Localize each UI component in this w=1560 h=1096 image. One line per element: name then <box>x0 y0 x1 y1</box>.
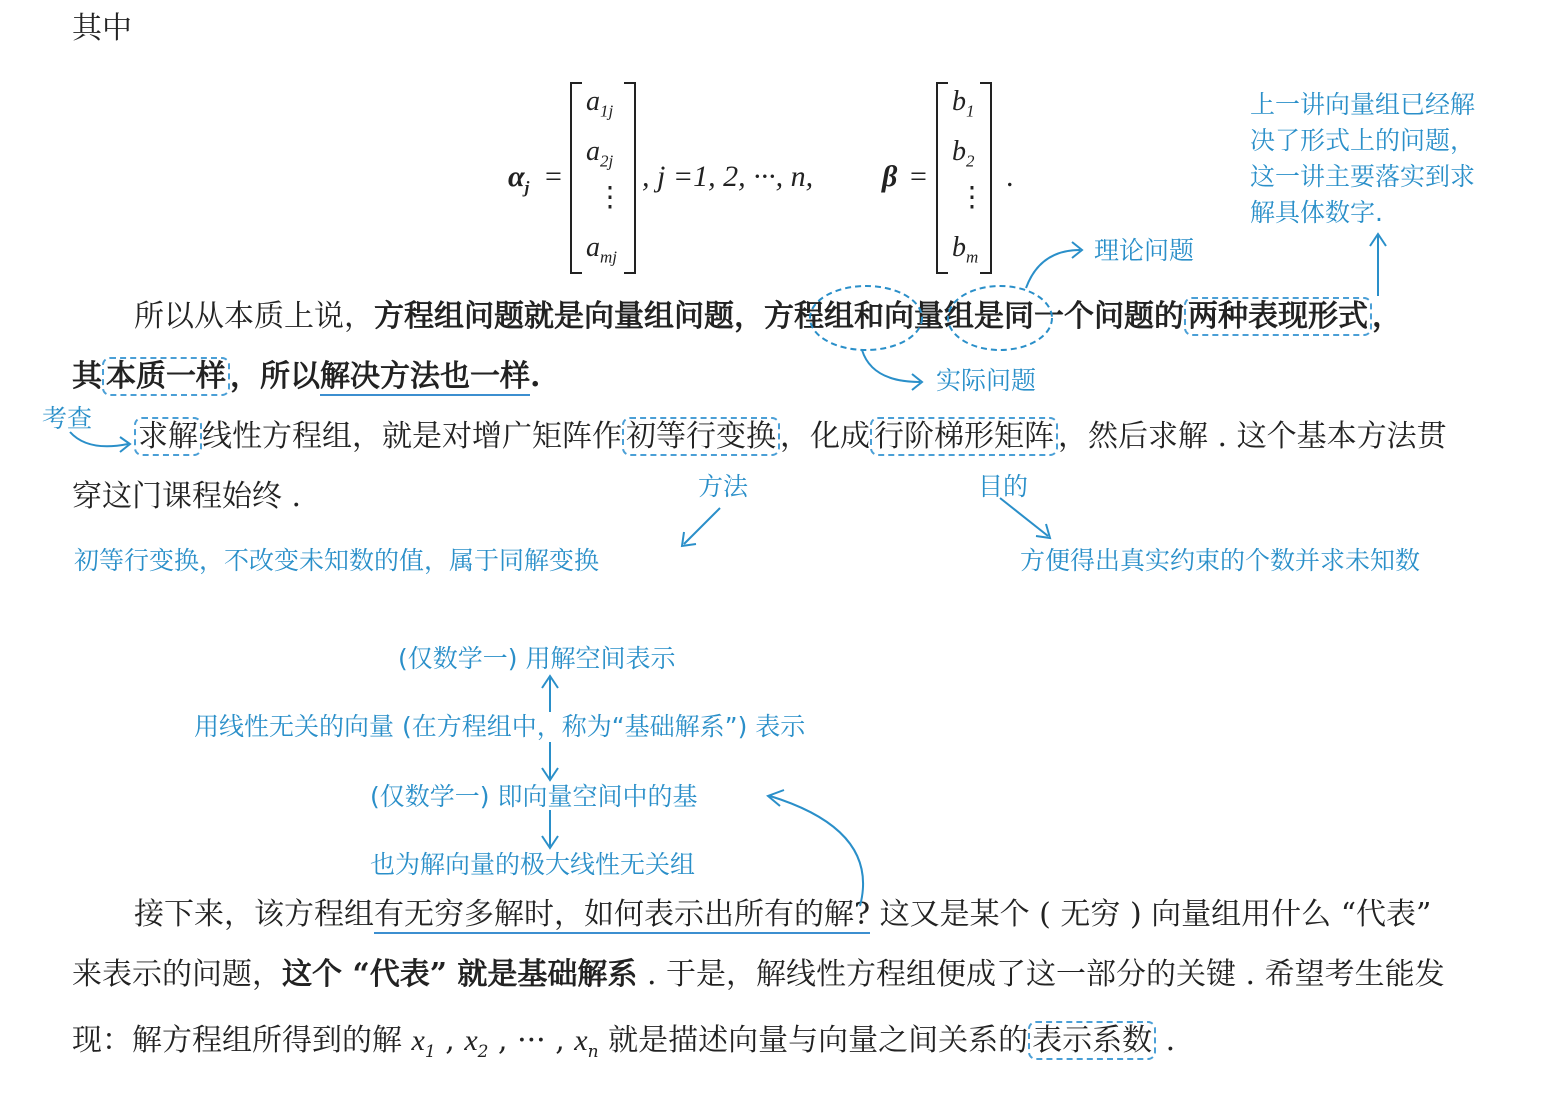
matrix-b-cell-m: $b_m$ <box>952 232 979 267</box>
underline-same-method: 解决方法也一样 <box>320 359 530 394</box>
para2-line1: 求解 线性方程组，就是对增广矩阵作 初等行变换 ，化成 行阶梯形矩阵 ，然后求解 . 这个基本方法贯 <box>134 422 1447 452</box>
matrix-b-vdots: ⋮ <box>958 182 986 213</box>
highlight-vectors: 向量组 <box>884 299 974 334</box>
heading: 其中 <box>72 11 132 46</box>
arrow-method <box>684 508 720 544</box>
matrix-a-cell-1: $a_{1j}$ <box>586 86 614 121</box>
highlight-equations: 方程组 <box>764 299 854 334</box>
ellipse-equations <box>810 286 922 350</box>
para3-line2: 来表示的问题，这个 “代表” 就是基础解系 . 于是，解线性方程组便成了这一部分的关键 . 希望考生能发 <box>72 957 1445 992</box>
note-practical: 实际问题 <box>936 366 1037 395</box>
highlight-same-essence: 本质一样 <box>102 357 230 396</box>
matrix-b-cell-2: $b_2$ <box>952 136 975 171</box>
highlight-coefficients: 表示系数 <box>1028 1021 1156 1060</box>
chain-step-1: (仅数学一) 用解空间表示 <box>398 644 676 673</box>
note-theory: 理论问题 <box>1094 236 1195 265</box>
chain-step-3: (仅数学一) 即向量空间中的基 <box>370 782 698 811</box>
para1-line1: 所以从本质上说，方程组问题就是向量组问题，方程组和向量组是同一个问题的 两种表现形式 ， <box>134 299 1402 334</box>
formula-period: . <box>1006 160 1014 193</box>
note-method-detail: 初等行变换，不改变未知数的值，属于同解变换 <box>74 546 600 575</box>
highlight-two-forms: 两种表现形式 <box>1184 297 1372 336</box>
note-top-right-line4: 解具体数字. <box>1250 198 1383 227</box>
note-goal-detail: 方便得出真实约束的个数并求未知数 <box>1020 546 1421 575</box>
beta-symbol: β <box>882 160 898 193</box>
note-exam: 考查 <box>42 404 93 433</box>
para1-line2: 其 本质一样 ，所以解决方法也一样. <box>72 359 541 394</box>
highlight-solve: 求解 <box>134 417 202 456</box>
matrix-a-cell-2: $a_{2j}$ <box>586 136 614 171</box>
arrow-theory <box>1026 250 1080 288</box>
note-top-right-line1: 上一讲向量组已经解 <box>1250 90 1476 119</box>
arrow-basis <box>770 796 863 906</box>
alpha-symbol: $\alpha_j$ <box>508 160 530 197</box>
note-method: 方法 <box>698 472 749 501</box>
matrix-a-vdots: ⋮ <box>596 182 624 213</box>
matrix-b-cell-1: $b_1$ <box>952 86 975 121</box>
ellipse-vectors <box>948 286 1052 350</box>
arrow-goal <box>1000 498 1048 536</box>
equals-sign-1: = <box>545 160 562 193</box>
highlight-echelon: 行阶梯形矩阵 <box>870 417 1058 456</box>
chain-step-4: 也为解向量的极大线性无关组 <box>370 850 696 879</box>
note-top-right-line2: 决了形式上的问题， <box>1250 126 1476 155</box>
note-goal: 目的 <box>978 472 1029 501</box>
note-top-right-line3: 这一讲主要落实到求 <box>1250 162 1476 191</box>
highlight-row-ops: 初等行变换 <box>622 417 780 456</box>
chain-step-2: 用线性无关的向量 (在方程组中，称为“基础解系”) 表示 <box>194 712 806 741</box>
arrow-exam <box>70 432 128 446</box>
matrix-a-cell-m: $a_{mj}$ <box>586 232 617 267</box>
para2-line2: 穿这门课程始终 . <box>72 479 302 514</box>
para3-line3: 现：解方程组所得到的解 $x_1$ , $x_2$ , ··· , $x_n$ 就是描述向量与向量之间关系的 表示系数 . <box>72 1023 1176 1062</box>
equals-sign-2: = <box>910 160 927 193</box>
underline-infinite-solutions: 有无穷多解时，如何表示出所有的解? <box>374 897 871 932</box>
para3-line1: 接下来，该方程组有无穷多解时，如何表示出所有的解? 这又是某个 ( 无穷 ) 向量组用什么 “代表” <box>134 897 1432 932</box>
arrow-practical <box>862 350 920 382</box>
index-range: , j =1, 2, ···, n, <box>642 160 814 193</box>
